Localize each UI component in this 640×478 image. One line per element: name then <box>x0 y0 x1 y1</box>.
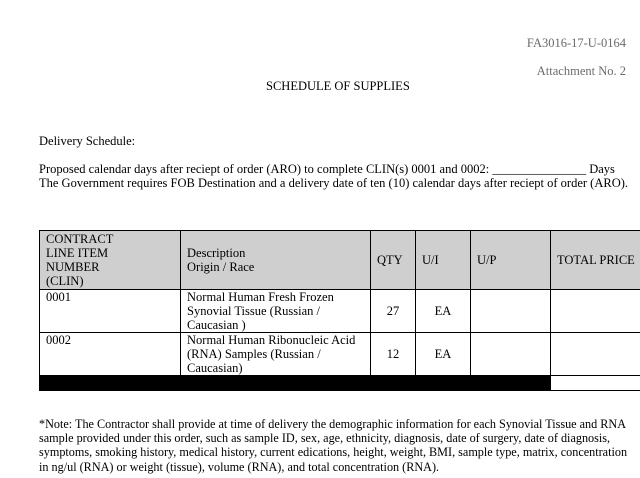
header-clin-line: LINE ITEM <box>46 246 109 260</box>
document-number: FA3016-17-U-0164 <box>526 36 626 50</box>
delivery-line-2: The Government requires FOB Destination and a delivery date of ten (10) calendar days after reciept of order (ARO). <box>39 176 629 190</box>
qty-cell: 12 <box>371 333 416 376</box>
table-header-row <box>40 231 640 290</box>
description-line: Normal Human Fresh Frozen <box>187 290 334 304</box>
description-cell <box>181 290 371 333</box>
unit-price-cell <box>471 333 551 376</box>
delivery-heading: Delivery Schedule: <box>39 134 136 148</box>
total-price-cell <box>551 290 640 333</box>
header-clin-line: (CLIN) <box>46 274 84 288</box>
table-row <box>40 333 640 376</box>
clin-cell: 0001 <box>40 290 181 333</box>
attachment-label: Attachment No. 2 <box>536 64 626 78</box>
header-description <box>181 231 371 290</box>
description-cell <box>181 333 371 376</box>
grand-total-cell <box>551 376 640 391</box>
schedule-table <box>39 230 640 391</box>
description-line: Synovial Tissue (Russian / <box>187 304 321 318</box>
description-line: Normal Human Ribonucleic Acid <box>187 333 356 347</box>
header-total: TOTAL PRICE <box>551 231 640 290</box>
header-description-line: Description <box>187 246 246 260</box>
table-row <box>40 290 640 333</box>
unit-price-cell <box>471 290 551 333</box>
header-up: U/P <box>471 231 551 290</box>
delivery-note: *Note: The Contractor shall provide at time of delivery the demographic information for each Synovial Tissue and RNA sample provided under this order, such as sample ID, sex, age, ethnicity, diagnosis, date of surgery, date of diagnosis, symptoms, smoking history, medical history, current edications, height, weight, BMI, sample type, matrix, concentration in ng/ul (RNA) or weight (tissue), volume (RNA), and total concentration (RNA). <box>39 417 628 474</box>
total-row-filler <box>40 376 551 391</box>
page-title: SCHEDULE OF SUPPLIES <box>266 79 410 93</box>
total-price-cell <box>551 333 640 376</box>
description-line: Caucasian ) <box>187 318 246 332</box>
unit-cell: EA <box>416 333 471 376</box>
total-row <box>40 376 640 391</box>
header-clin <box>40 231 181 290</box>
description-line: Caucasian) <box>187 361 243 375</box>
description-line: (RNA) Samples (Russian / <box>187 347 321 361</box>
header-qty: QTY <box>371 231 416 290</box>
qty-cell: 27 <box>371 290 416 333</box>
unit-cell: EA <box>416 290 471 333</box>
header-clin-line: NUMBER <box>46 260 100 274</box>
clin-cell: 0002 <box>40 333 181 376</box>
delivery-line-1: Proposed calendar days after reciept of order (ARO) to complete CLIN(s) 0001 and 0002: _______________ Days <box>39 162 615 176</box>
header-ui: U/I <box>416 231 471 290</box>
header-clin-line: CONTRACT <box>46 232 114 246</box>
header-description-line: Origin / Race <box>187 260 255 274</box>
